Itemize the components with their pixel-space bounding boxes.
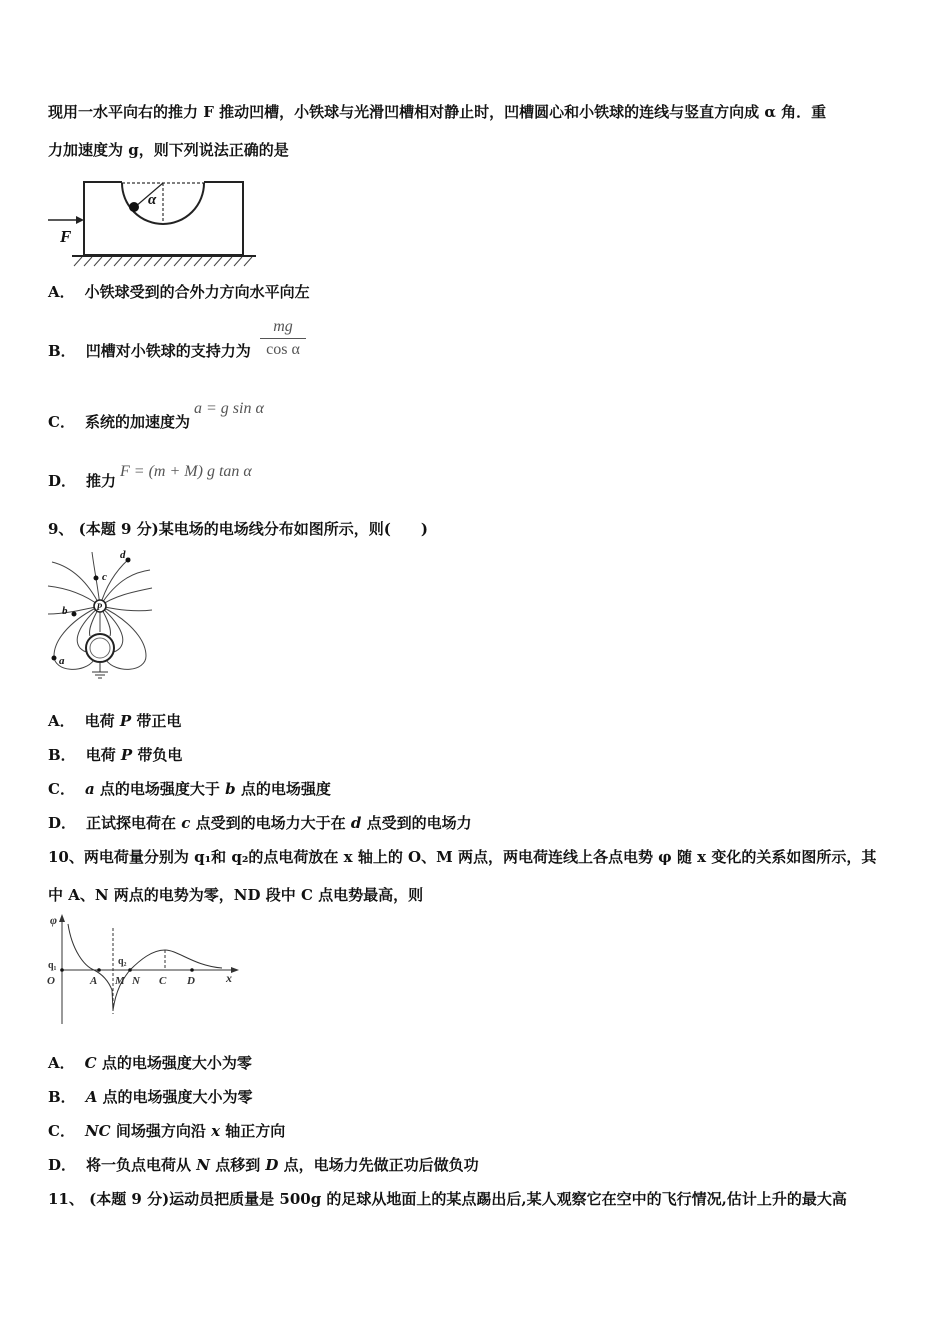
option-var: a	[84, 780, 95, 798]
option-text: 小铁球受到的合外力方向水平向左	[84, 283, 310, 301]
option-var: D	[265, 1156, 279, 1174]
point-n: N	[132, 975, 140, 987]
q10-stem-line2: 中 A、N 两点的电势为零，ND 段中 C 点电势最高，则	[48, 886, 424, 904]
point-label-p: P	[96, 602, 102, 612]
option-text: 正试探电荷在	[86, 814, 182, 832]
option-text: 间场强方向沿	[110, 1122, 212, 1140]
option-var: d	[350, 814, 362, 832]
option-label: B．	[48, 1088, 76, 1106]
angle-label: α	[148, 192, 157, 208]
option-label: B．	[48, 746, 76, 764]
q10-option-c[interactable]	[48, 1120, 285, 1142]
q8-option-d[interactable]	[48, 463, 252, 493]
option-var: b	[225, 780, 236, 798]
option-text: 电荷	[84, 712, 120, 730]
force-label: F	[60, 227, 72, 246]
option-var: A	[85, 1088, 98, 1106]
option-text: 凹槽对小铁球的支持力为	[85, 342, 251, 360]
option-text: 点的电场强度大小为零	[96, 1054, 252, 1072]
option-text: 点，电场力先做正功后做负功	[278, 1156, 479, 1174]
option-var: N	[196, 1156, 210, 1174]
q9-stem: 9、 (本题 9 分)某电场的电场线分布如图所示，则( )	[48, 520, 428, 538]
option-var: NC	[84, 1122, 111, 1140]
option-var: P	[119, 712, 132, 730]
q8-stem-line1: 现用一水平向右的推力 F 推动凹槽，小铁球与光滑凹槽相对静止时，凹槽圆心和小铁球的连线与竖直方向成 α 角．重	[48, 103, 827, 121]
formula-acceleration: a = g sin α	[193, 400, 264, 417]
point-d: D	[187, 975, 195, 987]
fraction-mg-over-cos	[260, 318, 306, 359]
q9-option-d[interactable]	[48, 812, 472, 834]
option-label: D．	[48, 472, 77, 490]
option-label: D．	[48, 1156, 77, 1174]
option-text: 推力	[86, 472, 117, 490]
option-text: 带正电	[131, 712, 182, 730]
q9-option-a[interactable]	[48, 710, 181, 732]
option-label: B．	[48, 342, 76, 360]
q9-option-c[interactable]	[48, 778, 331, 800]
point-label-d: d	[120, 549, 126, 561]
option-text: 点受到的电场力	[361, 814, 472, 832]
q10-option-a[interactable]	[48, 1052, 252, 1074]
option-var: c	[181, 814, 191, 832]
option-var: C	[84, 1054, 97, 1072]
option-label: C．	[48, 780, 75, 798]
potential-graph	[44, 910, 244, 1030]
option-text: 轴正方向	[220, 1122, 286, 1140]
option-text: 点移到	[209, 1156, 266, 1174]
formula-force: F = (m + M) g tan α	[120, 463, 252, 480]
q9-option-b[interactable]	[48, 744, 182, 766]
q2-label: q₂	[118, 956, 127, 967]
point-label-a: a	[59, 655, 65, 667]
potential-curve	[68, 924, 222, 1010]
point-label-b: b	[62, 605, 68, 617]
option-label: A．	[48, 712, 75, 730]
q8-option-a[interactable]	[48, 281, 310, 303]
iron-ball	[129, 202, 139, 212]
option-label: D．	[48, 814, 77, 832]
option-label: C．	[48, 413, 75, 431]
option-label: A．	[48, 1054, 75, 1072]
x-axis-label: x	[226, 971, 232, 985]
point-a: A	[90, 975, 98, 987]
point-o: O	[47, 975, 55, 987]
q8-option-c[interactable]	[48, 400, 264, 434]
option-label: A．	[48, 283, 75, 301]
option-var: x	[211, 1122, 221, 1140]
q10-option-b[interactable]	[48, 1086, 253, 1108]
q10-option-d[interactable]	[48, 1154, 479, 1176]
option-text: 点的电场强度大于	[94, 780, 226, 798]
option-text: 点的电场强度大小为零	[97, 1088, 253, 1106]
q8-option-b[interactable]	[48, 340, 251, 362]
option-text: 带负电	[132, 746, 183, 764]
fraction-denominator: cos α	[266, 341, 300, 358]
point-label-c: c	[102, 571, 107, 583]
fraction-numerator: mg	[260, 318, 306, 339]
q11-stem: 11、 (本题 9 分)运动员把质量是 500g 的足球从地面上的某点踢出后,某人观察它在空中的飞行情况,估计上升的最大高	[48, 1190, 847, 1208]
electric-field-figure	[44, 548, 156, 686]
option-text: 点受到的电场力大于在	[190, 814, 351, 832]
q10-stem-line1: 10、两电荷量分别为 q₁和 q₂的点电荷放在 x 轴上的 O、M 两点，两电荷连线上各点电势 φ 随 x 变化的关系如图所示，其	[48, 848, 877, 866]
q8-stem-line2: 力加速度为 g，则下列说法正确的是	[48, 141, 289, 159]
option-text: 系统的加速度为	[84, 413, 190, 431]
option-var: P	[120, 746, 133, 764]
option-text: 将一负点电荷从	[86, 1156, 197, 1174]
point-c: C	[159, 975, 167, 987]
option-text: 点的电场强度	[235, 780, 331, 798]
point-m: M	[115, 975, 125, 987]
q1-label: q₁	[48, 960, 57, 971]
phi-axis-label: φ	[50, 913, 58, 927]
option-text: 电荷	[85, 746, 121, 764]
groove-figure	[44, 176, 260, 270]
option-label: C．	[48, 1122, 75, 1140]
